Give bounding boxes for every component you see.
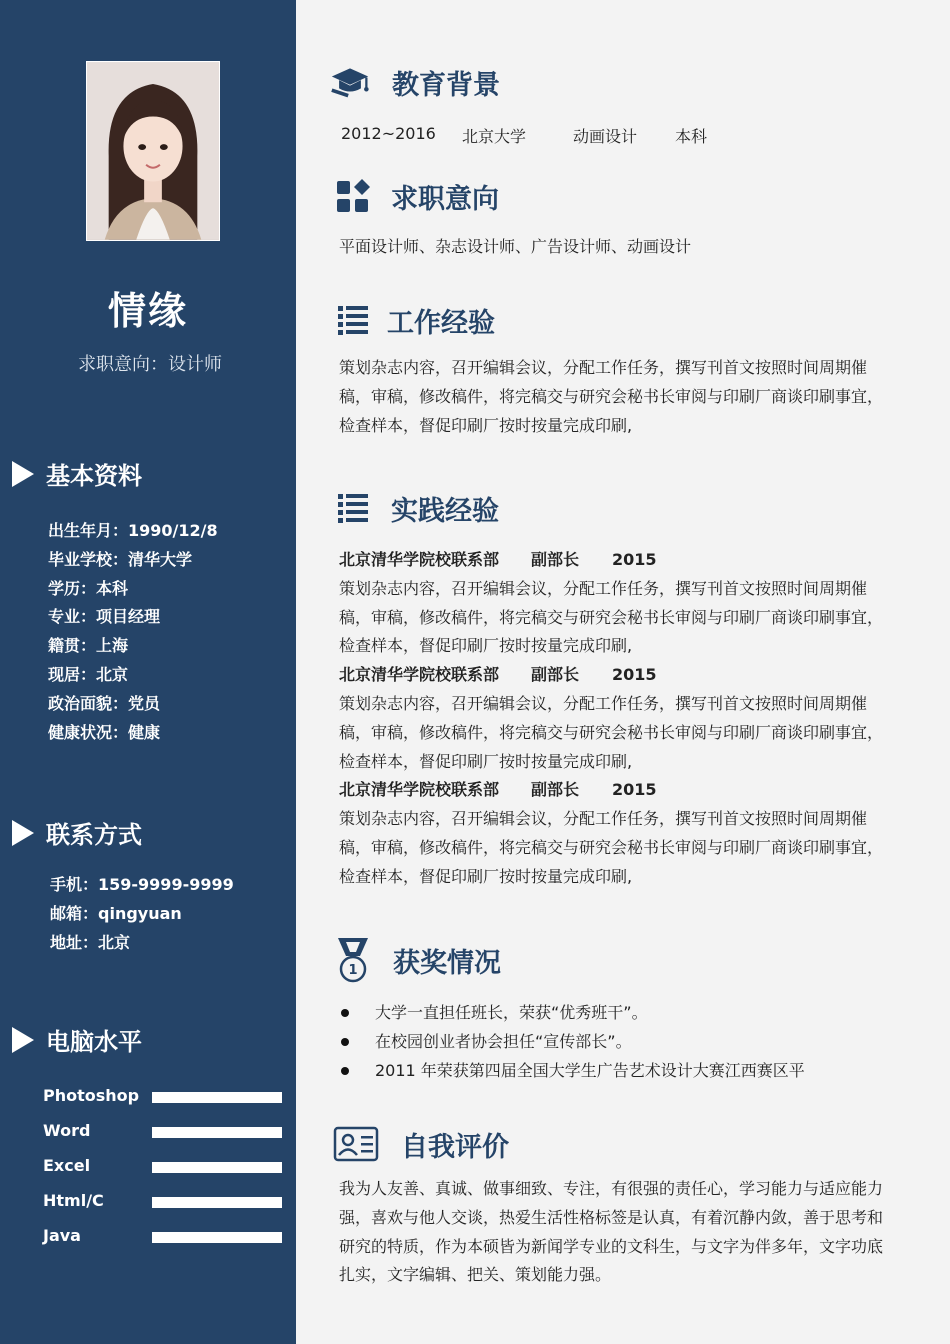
contact-list <box>50 871 234 957</box>
skill-name: Excel <box>43 1156 91 1175</box>
practice-list <box>339 546 884 892</box>
bullet-icon <box>341 1067 349 1075</box>
work-text: 策划杂志内容，召开编辑会议，分配工作任务，撰写刊首文按照时间周期催稿，审稿，修改稿件，将完稿交与研究会秘书长审阅与印刷厂商谈印刷事宜，检查样本，督促印刷厂按时按量完成印刷, <box>339 358 884 435</box>
info-residence: 现居：北京 <box>48 664 129 684</box>
education-title: 教育背景 <box>392 69 500 101</box>
basic-info-list <box>48 517 218 747</box>
self-eval-title: 自我评价 <box>401 1131 509 1163</box>
practice-entry-header <box>339 546 884 575</box>
skill-row <box>43 1118 283 1153</box>
award-item <box>339 1057 805 1086</box>
info-hometown: 籍贯：上海 <box>48 636 129 656</box>
contact-title: 联系方式 <box>46 821 142 849</box>
practice-year: 2015 <box>612 780 657 800</box>
practice-year: 2015 <box>612 550 657 569</box>
education-heading <box>330 62 500 102</box>
skill-row <box>43 1083 283 1118</box>
job-intent-heading <box>333 176 499 216</box>
skill-row <box>43 1223 283 1258</box>
list-icon <box>333 300 373 340</box>
skill-name: Html/C <box>43 1191 104 1210</box>
info-health: 健康状况：健康 <box>48 722 161 742</box>
awards-title: 获奖情况 <box>393 947 501 979</box>
practice-entry <box>339 661 884 776</box>
education-major: 动画设计 <box>573 127 638 146</box>
skill-row <box>43 1153 283 1188</box>
skill-row <box>43 1188 283 1223</box>
award-item <box>339 1028 805 1057</box>
award-item <box>339 999 805 1028</box>
candidate-name: 情缘 <box>107 289 188 333</box>
practice-year: 2015 <box>612 665 657 685</box>
practice-role: 副部长 <box>531 665 580 685</box>
award-text: 在校园创业者协会担任“宣传部长”。 <box>375 1031 632 1051</box>
skill-bar-fill <box>152 1092 282 1103</box>
practice-text: 策划杂志内容，召开编辑会议，分配工作任务，撰写刊首文按照时间周期催稿，审稿，修改稿件，将完稿交与研究会秘书长审阅与印刷厂商谈印刷事宜，检查样本，督促印刷厂按时按量完成印刷, <box>339 809 884 886</box>
practice-title: 实践经验 <box>391 495 499 527</box>
awards-list <box>339 999 805 1085</box>
job-intent-text: 平面设计师、杂志设计师、广告设计师、动画设计 <box>339 237 692 256</box>
practice-role: 副部长 <box>531 550 580 569</box>
contact-heading <box>12 815 142 850</box>
info-political: 政治面貌：党员 <box>48 693 161 713</box>
self-eval-heading <box>333 1124 509 1164</box>
graduation-cap-icon <box>330 62 370 102</box>
award-text: 2011 年荣获第四届全国大学生广告艺术设计大赛江西赛区平 <box>375 1060 805 1080</box>
grid-icon <box>333 176 373 216</box>
contact-address: 地址：北京 <box>50 932 131 952</box>
education-school: 北京大学 <box>462 127 527 146</box>
skill-name: Word <box>43 1121 91 1140</box>
awards-heading <box>333 936 501 984</box>
practice-entry-header <box>339 661 884 690</box>
info-major: 专业：项目经理 <box>48 607 161 627</box>
skill-bar <box>152 1092 282 1103</box>
practice-text: 策划杂志内容，召开编辑会议，分配工作任务，撰写刊首文按照时间周期催稿，审稿，修改稿件，将完稿交与研究会秘书长审阅与印刷厂商谈印刷事宜，检查样本，督促印刷厂按时按量完成印刷, <box>339 693 884 771</box>
education-years: 2012~2016 <box>341 124 436 143</box>
practice-org: 北京清华学院校联系部 <box>339 665 500 685</box>
computer-title: 电脑水平 <box>46 1028 142 1056</box>
info-birth: 出生年月：1990/12/8 <box>48 521 218 540</box>
practice-entry <box>339 546 884 661</box>
skill-bar-fill <box>152 1197 282 1208</box>
id-card-icon <box>333 1124 379 1164</box>
basic-info-title: 基本资料 <box>46 462 142 490</box>
contact-phone: 手机：159-9999-9999 <box>50 875 234 894</box>
practice-entry-header <box>339 776 884 805</box>
triangle-icon <box>12 461 34 487</box>
practice-text: 策划杂志内容，召开编辑会议，分配工作任务，撰写刊首文按照时间周期催稿，审稿，修改稿件，将完稿交与研究会秘书长审阅与印刷厂商谈印刷事宜，检查样本，督促印刷厂按时按量完成印刷, <box>339 578 884 656</box>
triangle-icon <box>12 820 34 846</box>
skill-bar-fill <box>152 1162 282 1173</box>
info-education: 学历：本科 <box>48 578 129 598</box>
practice-role: 副部长 <box>531 780 580 800</box>
portrait-image <box>87 62 219 240</box>
skill-bar <box>152 1232 282 1243</box>
skill-bar <box>152 1162 282 1173</box>
education-degree: 本科 <box>675 127 708 146</box>
skill-bar-fill <box>152 1232 282 1243</box>
education-row <box>341 124 707 147</box>
award-text: 大学一直担任班长，荣获“优秀班干”。 <box>375 1003 648 1022</box>
practice-heading <box>333 488 499 528</box>
job-intent-title: 求职意向 <box>391 183 499 215</box>
bullet-icon <box>341 1009 349 1017</box>
info-school: 毕业学校：清华大学 <box>48 549 193 569</box>
svg-text:1: 1 <box>348 963 358 978</box>
skill-name: Photoshop <box>43 1086 140 1105</box>
sidebar <box>0 0 296 1344</box>
skill-name: Java <box>43 1226 81 1245</box>
work-title: 工作经验 <box>387 307 495 339</box>
skill-bar <box>152 1197 282 1208</box>
practice-org: 北京清华学院校联系部 <box>339 780 500 800</box>
contact-email: 邮箱：qingyuan <box>50 903 182 923</box>
computer-heading <box>12 1022 142 1057</box>
skill-list <box>43 1083 283 1258</box>
self-eval-text: 我为人友善、真诚、做事细致、专注，有很强的责任心，学习能力与适应能力强，喜欢与他人交谈，热爱生活性格标签是认真，有着沉静内敛，善于思考和研究的特质，作为本硕皆为新闻学专业的文科生，与文字为伴多年，文字功底扎实，文字编辑、把关、策划能力强。 <box>339 1179 884 1285</box>
medal-icon <box>333 936 373 984</box>
work-heading <box>333 300 495 340</box>
practice-entry <box>339 776 884 891</box>
triangle-icon <box>12 1027 34 1053</box>
skill-bar-fill <box>152 1127 282 1138</box>
bullet-icon <box>341 1038 349 1046</box>
job-intent-line: 求职意向：设计师 <box>78 354 222 375</box>
list-icon <box>333 488 373 528</box>
basic-info-heading <box>12 456 142 491</box>
profile-photo <box>86 61 220 241</box>
skill-bar <box>152 1127 282 1138</box>
practice-org: 北京清华学院校联系部 <box>339 550 500 569</box>
